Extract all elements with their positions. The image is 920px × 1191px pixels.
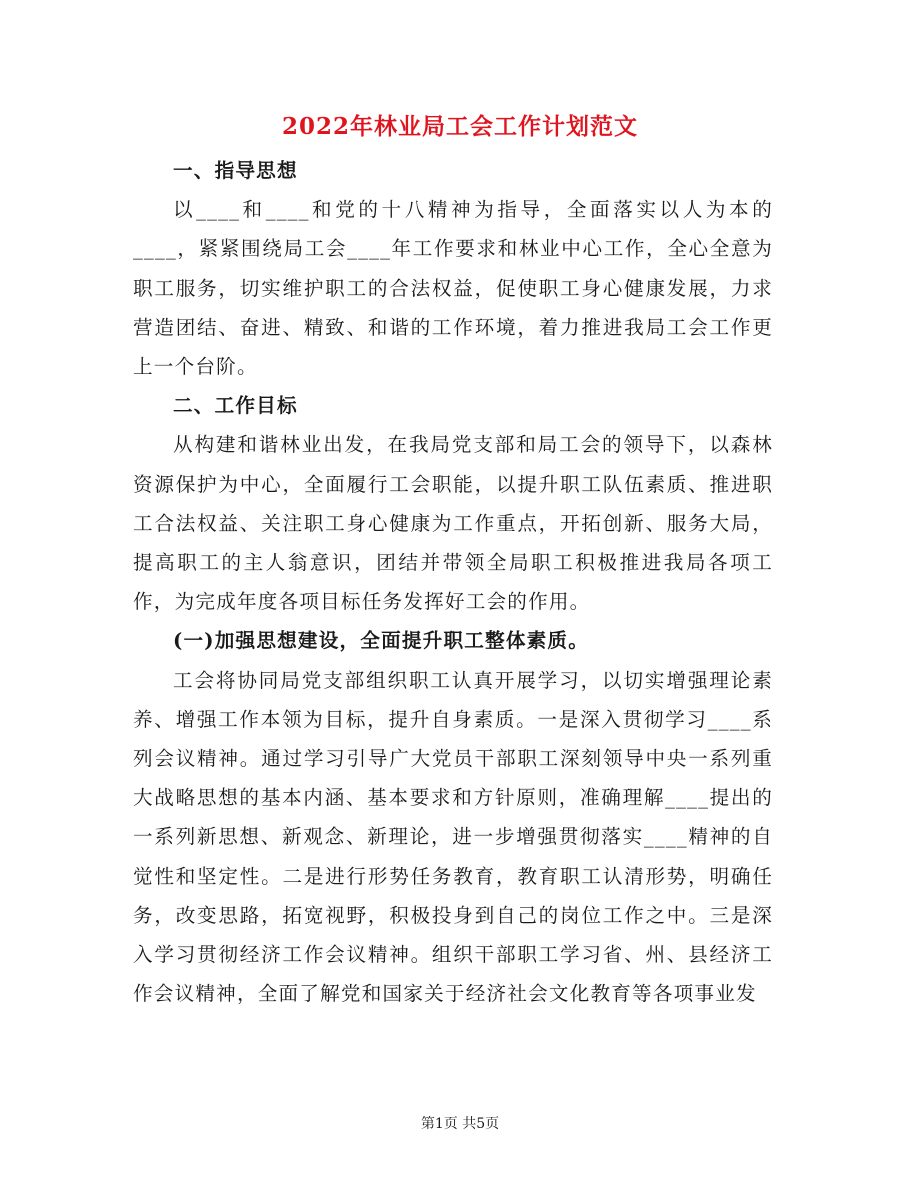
section-paragraph-work-goals: 从构建和谐林业出发，在我局党支部和局工会的领导下，以森林资源保护为中心，全面履行工会职能，以提升职工队伍素质、推进职工合法权益、关注职工身心健康为工作重点，开拓创新、服务大局，提高职工的主人翁意识，团结并带领全局职工积极推进我局各项工作，为完成年度各项目标任务发挥好工会的作用。 — [133, 433, 773, 614]
document-title: 2022年林业局工会工作计划范文 — [281, 113, 638, 140]
document-body — [133, 151, 773, 1013]
subsection-heading-ideological-building: (一)加强思想建设，全面提升职工整体素质。 — [173, 629, 590, 653]
subsection-paragraph-ideological-building: 工会将协同局党支部组织职工认真开展学习，以切实增强理论素养、增强工作本领为目标，提升自身素质。一是深入贯彻学习____系列会议精神。通过学习引导广大党员干部职工深刻领导中央一系列重大战略思想的基本内涵、基本要求和方针原则，准确理解____提出的一系列新思想、新观念、新理论，进一步增强贯彻落实____精神的自觉性和坚定性。二是进行形势任务教育，教育职工认清形势，明确任务，改变思路，拓宽视野，积极投身到自己的岗位工作之中。三是深入学习贯彻经济工作会议精神。组织干部职工学习省、州、县经济工作会议精神，全面了解党和国家关于经济社会文化教育等各项事业发 — [133, 668, 773, 1006]
section-heading-work-goals: 二、工作目标 — [173, 394, 298, 418]
section-paragraph-guiding-ideology: 以____和____和党的十八精神为指导，全面落实以人为本的____，紧紧围绕局工会____年工作要求和林业中心工作，全心全意为职工服务，切实维护职工的合法权益，促使职工身心健康发展，力求营造团结、奋进、精致、和谐的工作环境，着力推进我局工会工作更上一个台阶。 — [133, 198, 773, 379]
section-heading-guiding-ideology: 一、指导思想 — [173, 159, 298, 182]
page-number: 第1页 共5页 — [420, 1116, 500, 1132]
